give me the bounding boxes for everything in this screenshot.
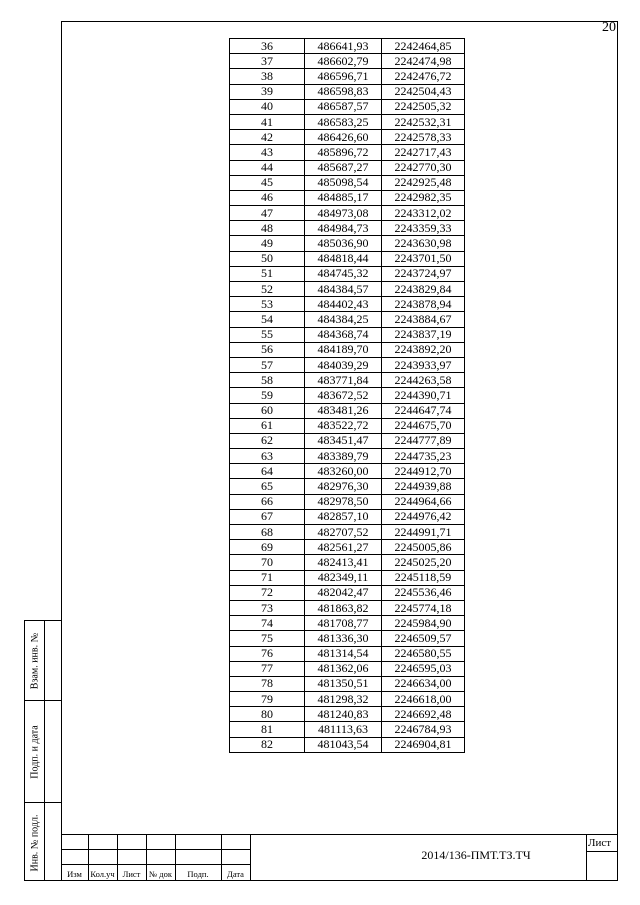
point-number: 68 xyxy=(230,525,305,540)
table-row xyxy=(230,646,465,661)
coord-x: 482413,41 xyxy=(305,555,382,570)
coord-x: 484368,74 xyxy=(305,327,382,342)
point-number: 48 xyxy=(230,221,305,236)
coord-y: 2243701,50 xyxy=(382,251,465,266)
coord-x: 483389,79 xyxy=(305,449,382,464)
point-number: 46 xyxy=(230,190,305,205)
point-number: 45 xyxy=(230,175,305,190)
coord-x: 483771,84 xyxy=(305,373,382,388)
point-number: 43 xyxy=(230,145,305,160)
side-label-podp: Подп. и дата xyxy=(29,724,41,779)
coord-y: 2246692,48 xyxy=(382,707,465,722)
title-block xyxy=(61,834,618,881)
coord-x: 481240,83 xyxy=(305,707,382,722)
coord-y: 2243837,19 xyxy=(382,327,465,342)
table-row xyxy=(230,99,465,114)
table-row xyxy=(230,616,465,631)
coord-x: 481298,32 xyxy=(305,692,382,707)
coord-x: 486426,60 xyxy=(305,130,382,145)
table-row xyxy=(230,160,465,175)
coord-y: 2246618,00 xyxy=(382,692,465,707)
coord-x: 484984,73 xyxy=(305,221,382,236)
coord-y: 2242925,48 xyxy=(382,175,465,190)
point-number: 60 xyxy=(230,403,305,418)
coord-y: 2245984,90 xyxy=(382,616,465,631)
point-number: 57 xyxy=(230,357,305,372)
table-row xyxy=(230,84,465,99)
table-row xyxy=(230,540,465,555)
coord-y: 2246784,93 xyxy=(382,722,465,737)
coord-x: 484818,44 xyxy=(305,251,382,266)
coord-y: 2245774,18 xyxy=(382,600,465,615)
point-number: 53 xyxy=(230,297,305,312)
table-row xyxy=(230,661,465,676)
coord-x: 481863,82 xyxy=(305,600,382,615)
table-row xyxy=(230,722,465,737)
coord-y: 2244735,23 xyxy=(382,449,465,464)
table-row xyxy=(230,403,465,418)
point-number: 61 xyxy=(230,418,305,433)
point-number: 59 xyxy=(230,388,305,403)
coord-x: 482857,10 xyxy=(305,509,382,524)
point-number: 78 xyxy=(230,676,305,691)
coord-x: 484039,29 xyxy=(305,357,382,372)
coord-y: 2244976,42 xyxy=(382,509,465,524)
table-row xyxy=(230,266,465,281)
table-row xyxy=(230,39,465,54)
table-row xyxy=(230,145,465,160)
table-row xyxy=(230,479,465,494)
coord-y: 2244777,89 xyxy=(382,433,465,448)
col-izm: Изм xyxy=(67,869,82,879)
point-number: 82 xyxy=(230,737,305,752)
point-number: 75 xyxy=(230,631,305,646)
coord-y: 2244939,88 xyxy=(382,479,465,494)
table-row xyxy=(230,418,465,433)
point-number: 70 xyxy=(230,555,305,570)
coord-x: 484384,57 xyxy=(305,282,382,297)
table-row xyxy=(230,707,465,722)
coord-x: 484402,43 xyxy=(305,297,382,312)
table-row xyxy=(230,600,465,615)
col-kol-uch: Кол.уч xyxy=(90,869,115,879)
coord-y: 2242532,31 xyxy=(382,114,465,129)
point-number: 67 xyxy=(230,509,305,524)
side-cell-vzam xyxy=(25,621,61,701)
coord-x: 481708,77 xyxy=(305,616,382,631)
table-row xyxy=(230,114,465,129)
coord-x: 485687,27 xyxy=(305,160,382,175)
point-number: 81 xyxy=(230,722,305,737)
coord-y: 2242505,32 xyxy=(382,99,465,114)
point-number: 77 xyxy=(230,661,305,676)
coord-x: 486596,71 xyxy=(305,69,382,84)
table-row xyxy=(230,373,465,388)
point-number: 50 xyxy=(230,251,305,266)
side-cell-inv xyxy=(25,803,61,882)
point-number: 65 xyxy=(230,479,305,494)
coord-x: 481314,54 xyxy=(305,646,382,661)
table-row xyxy=(230,357,465,372)
coord-x: 484973,08 xyxy=(305,206,382,221)
coord-y: 2243933,97 xyxy=(382,357,465,372)
coord-y: 2242982,35 xyxy=(382,190,465,205)
coord-x: 482976,30 xyxy=(305,479,382,494)
table-row xyxy=(230,388,465,403)
point-number: 72 xyxy=(230,585,305,600)
coord-x: 483672,52 xyxy=(305,388,382,403)
point-number: 58 xyxy=(230,373,305,388)
coord-x: 482042,47 xyxy=(305,585,382,600)
table-row xyxy=(230,130,465,145)
side-label-vzam: Взам. инв. № xyxy=(29,632,41,689)
side-stamp xyxy=(24,620,61,881)
table-row xyxy=(230,175,465,190)
coord-x: 482978,50 xyxy=(305,494,382,509)
point-number: 76 xyxy=(230,646,305,661)
point-number: 52 xyxy=(230,282,305,297)
coord-y: 2246634,00 xyxy=(382,676,465,691)
table-row xyxy=(230,54,465,69)
coord-y: 2244675,70 xyxy=(382,418,465,433)
coord-y: 2244390,71 xyxy=(382,388,465,403)
coord-x: 482707,52 xyxy=(305,525,382,540)
coord-y: 2244964,66 xyxy=(382,494,465,509)
coord-x: 483522,72 xyxy=(305,418,382,433)
sheet-label: Лист xyxy=(588,837,612,849)
coord-x: 486598,83 xyxy=(305,84,382,99)
coord-x: 485098,54 xyxy=(305,175,382,190)
point-number: 62 xyxy=(230,433,305,448)
point-number: 56 xyxy=(230,342,305,357)
coord-x: 484384,25 xyxy=(305,312,382,327)
coord-x: 482349,11 xyxy=(305,570,382,585)
table-row xyxy=(230,449,465,464)
table-row xyxy=(230,251,465,266)
coord-y: 2243892,20 xyxy=(382,342,465,357)
coord-y: 2242504,43 xyxy=(382,84,465,99)
coord-y: 2242770,30 xyxy=(382,160,465,175)
table-row xyxy=(230,206,465,221)
point-number: 54 xyxy=(230,312,305,327)
point-number: 74 xyxy=(230,616,305,631)
table-row xyxy=(230,433,465,448)
coord-y: 2244991,71 xyxy=(382,525,465,540)
coord-y: 2245118,59 xyxy=(382,570,465,585)
col-doc-no: № док xyxy=(149,869,172,879)
coord-y: 2246509,57 xyxy=(382,631,465,646)
coord-y: 2243359,33 xyxy=(382,221,465,236)
document-code: 2014/136-ПМТ.ТЗ.ТЧ xyxy=(421,848,531,862)
table-row xyxy=(230,297,465,312)
coord-x: 481362,06 xyxy=(305,661,382,676)
coord-x: 483481,26 xyxy=(305,403,382,418)
coord-x: 481336,30 xyxy=(305,631,382,646)
coord-y: 2244912,70 xyxy=(382,464,465,479)
point-number: 80 xyxy=(230,707,305,722)
table-row xyxy=(230,509,465,524)
coord-x: 482561,27 xyxy=(305,540,382,555)
coord-y: 2246904,81 xyxy=(382,737,465,752)
coord-x: 486583,25 xyxy=(305,114,382,129)
coord-x: 486587,57 xyxy=(305,99,382,114)
coord-x: 481113,63 xyxy=(305,722,382,737)
coord-y: 2242476,72 xyxy=(382,69,465,84)
coord-y: 2245536,46 xyxy=(382,585,465,600)
table-row xyxy=(230,312,465,327)
table-row xyxy=(230,570,465,585)
coord-y: 2244263,58 xyxy=(382,373,465,388)
coord-y: 2246595,03 xyxy=(382,661,465,676)
side-label-inv: Инв. № подл. xyxy=(29,814,41,871)
point-number: 39 xyxy=(230,84,305,99)
coordinates-table xyxy=(229,38,465,753)
point-number: 37 xyxy=(230,54,305,69)
point-number: 79 xyxy=(230,692,305,707)
col-list: Лист xyxy=(122,869,141,879)
point-number: 63 xyxy=(230,449,305,464)
point-number: 36 xyxy=(230,39,305,54)
coord-x: 481350,51 xyxy=(305,676,382,691)
coord-x: 485896,72 xyxy=(305,145,382,160)
table-row xyxy=(230,69,465,84)
point-number: 51 xyxy=(230,266,305,281)
point-number: 64 xyxy=(230,464,305,479)
point-number: 38 xyxy=(230,69,305,84)
coord-y: 2243312,02 xyxy=(382,206,465,221)
table-row xyxy=(230,190,465,205)
coord-x: 483260,00 xyxy=(305,464,382,479)
point-number: 42 xyxy=(230,130,305,145)
table-row xyxy=(230,676,465,691)
table-row xyxy=(230,585,465,600)
point-number: 44 xyxy=(230,160,305,175)
coord-y: 2243630,98 xyxy=(382,236,465,251)
col-signature: Подп. xyxy=(187,869,209,879)
point-number: 73 xyxy=(230,600,305,615)
coord-x: 486641,93 xyxy=(305,39,382,54)
point-number: 55 xyxy=(230,327,305,342)
coord-y: 2243724,97 xyxy=(382,266,465,281)
point-number: 66 xyxy=(230,494,305,509)
col-date: Дата xyxy=(227,869,244,879)
point-number: 40 xyxy=(230,99,305,114)
sheet-number: 20 xyxy=(602,20,616,35)
coord-y: 2243884,67 xyxy=(382,312,465,327)
table-row xyxy=(230,342,465,357)
coord-y: 2242717,43 xyxy=(382,145,465,160)
coord-x: 483451,47 xyxy=(305,433,382,448)
coord-x: 485036,90 xyxy=(305,236,382,251)
table-row xyxy=(230,327,465,342)
coord-x: 486602,79 xyxy=(305,54,382,69)
table-row xyxy=(230,737,465,752)
table-row xyxy=(230,282,465,297)
coord-y: 2246580,55 xyxy=(382,646,465,661)
point-number: 49 xyxy=(230,236,305,251)
coord-y: 2245025,20 xyxy=(382,555,465,570)
table-row xyxy=(230,525,465,540)
point-number: 41 xyxy=(230,114,305,129)
table-row xyxy=(230,555,465,570)
table-row xyxy=(230,221,465,236)
coord-y: 2242464,85 xyxy=(382,39,465,54)
coord-x: 481043,54 xyxy=(305,737,382,752)
coord-y: 2242578,33 xyxy=(382,130,465,145)
point-number: 71 xyxy=(230,570,305,585)
side-cell-podp xyxy=(25,701,61,803)
coord-x: 484745,32 xyxy=(305,266,382,281)
coord-x: 484885,17 xyxy=(305,190,382,205)
table-row xyxy=(230,494,465,509)
coord-x: 484189,70 xyxy=(305,342,382,357)
point-number: 69 xyxy=(230,540,305,555)
coord-y: 2245005,86 xyxy=(382,540,465,555)
table-row xyxy=(230,236,465,251)
coord-y: 2243878,94 xyxy=(382,297,465,312)
table-row xyxy=(230,692,465,707)
point-number: 47 xyxy=(230,206,305,221)
table-row xyxy=(230,464,465,479)
coord-y: 2244647,74 xyxy=(382,403,465,418)
table-row xyxy=(230,631,465,646)
coord-y: 2242474,98 xyxy=(382,54,465,69)
coord-y: 2243829,84 xyxy=(382,282,465,297)
